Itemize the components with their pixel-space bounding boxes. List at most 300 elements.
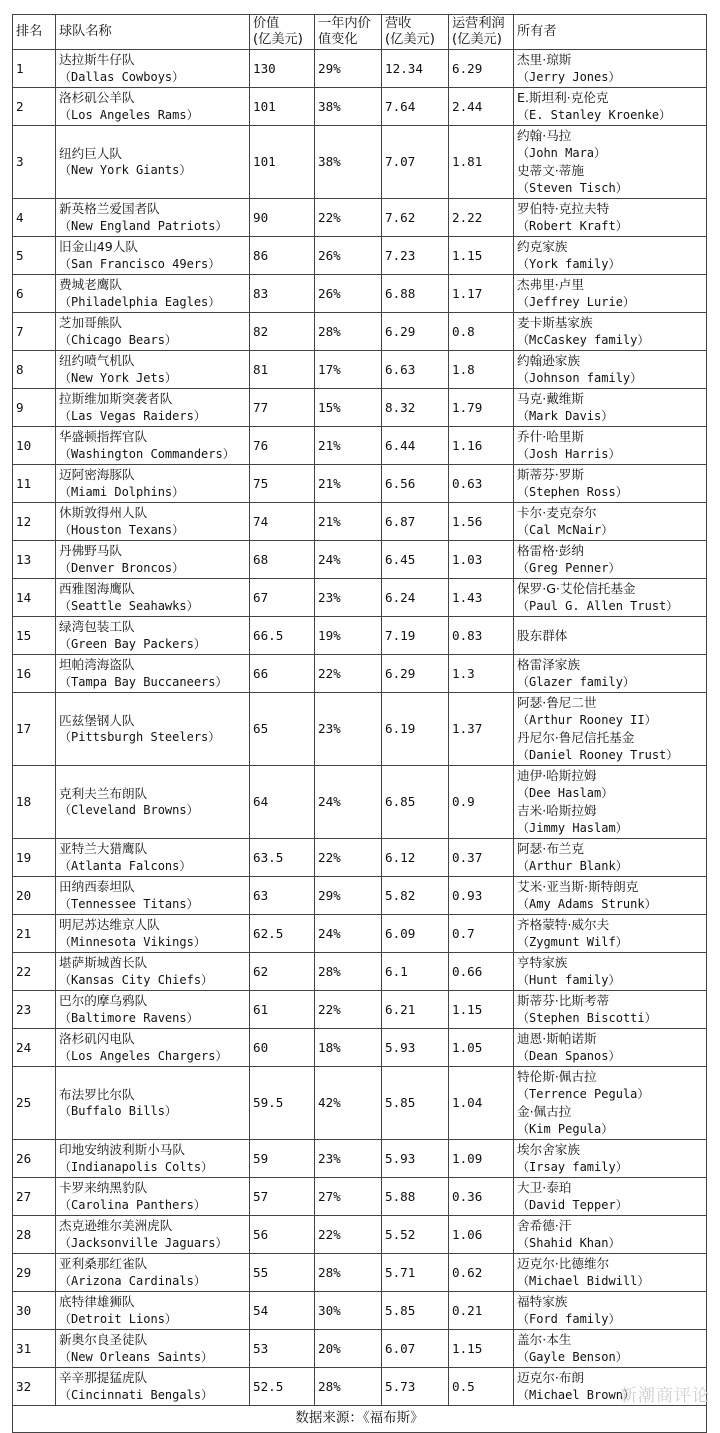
revenue-cell: 6.44 bbox=[382, 427, 449, 465]
owner-name-en: （Jimmy Haslam） bbox=[517, 820, 628, 835]
team-name-cn: 旧金山49人队 bbox=[59, 239, 138, 254]
header-rank: 排名 bbox=[13, 15, 56, 50]
table-row bbox=[13, 351, 707, 389]
value-cell: 59 bbox=[250, 1140, 315, 1178]
value-cell: 63 bbox=[250, 877, 315, 915]
owner-name-cn: 金·佩古拉 bbox=[517, 1104, 572, 1119]
revenue-cell: 6.09 bbox=[382, 915, 449, 953]
rank-cell: 6 bbox=[13, 275, 56, 313]
team-cell bbox=[56, 1368, 250, 1406]
change-cell: 26% bbox=[315, 275, 382, 313]
owner-cell bbox=[514, 88, 707, 126]
table-row bbox=[13, 389, 707, 427]
owner-name-en: （Amy Adams Strunk） bbox=[517, 896, 657, 911]
header-value bbox=[250, 15, 315, 50]
table-row bbox=[13, 617, 707, 655]
revenue-cell: 5.73 bbox=[382, 1368, 449, 1406]
team-cell bbox=[56, 126, 250, 199]
rank-cell: 27 bbox=[13, 1178, 56, 1216]
profit-cell: 1.05 bbox=[449, 1029, 514, 1067]
team-cell bbox=[56, 877, 250, 915]
revenue-cell: 5.85 bbox=[382, 1292, 449, 1330]
value-cell: 66 bbox=[250, 655, 315, 693]
team-name-cn: 布法罗比尔队 bbox=[59, 1086, 135, 1102]
change-cell: 26% bbox=[315, 237, 382, 275]
owner-name-en: （Steven Tisch） bbox=[517, 180, 628, 195]
owner-name-cn: 盖尔·本生 bbox=[517, 1332, 572, 1347]
revenue-cell: 6.45 bbox=[382, 541, 449, 579]
revenue-cell: 6.56 bbox=[382, 465, 449, 503]
owner-name-en: （E. Stanley Kroenke） bbox=[517, 107, 672, 122]
team-name-cn: 洛杉矶闪电队 bbox=[59, 1031, 135, 1046]
owner-cell bbox=[514, 915, 707, 953]
owner-name-cn: 艾米·亚当斯·斯特朗克 bbox=[517, 879, 639, 894]
rank-cell: 26 bbox=[13, 1140, 56, 1178]
owner-cell bbox=[514, 953, 707, 991]
value-cell: 74 bbox=[250, 503, 315, 541]
owner-cell bbox=[514, 50, 707, 88]
revenue-cell: 6.29 bbox=[382, 313, 449, 351]
owner-name-cn: 迈克尔·布朗 bbox=[517, 1370, 584, 1385]
team-name-en: （Houston Texans） bbox=[59, 522, 185, 537]
profit-cell: 0.36 bbox=[449, 1178, 514, 1216]
team-name-cn: 明尼苏达维京人队 bbox=[59, 917, 160, 932]
owner-cell bbox=[514, 126, 707, 199]
team-name-cn: 纽约喷气机队 bbox=[59, 353, 135, 368]
table-row bbox=[13, 953, 707, 991]
owner-name-en: （Zygmunt Wilf） bbox=[517, 934, 628, 949]
table-row bbox=[13, 313, 707, 351]
profit-cell: 0.37 bbox=[449, 839, 514, 877]
rank-cell: 20 bbox=[13, 877, 56, 915]
team-name-en: （Cleveland Browns） bbox=[59, 803, 199, 817]
value-cell: 53 bbox=[250, 1330, 315, 1368]
owner-name-cn: 丹尼尔·鲁尼信托基金 bbox=[517, 730, 635, 745]
rank-cell: 11 bbox=[13, 465, 56, 503]
table-row bbox=[13, 1029, 707, 1067]
table-row bbox=[13, 839, 707, 877]
team-name-en: （Philadelphia Eagles） bbox=[59, 294, 221, 309]
team-name-cn: 休斯敦得州人队 bbox=[59, 505, 148, 520]
owner-name-cn: 大卫·泰珀 bbox=[517, 1180, 572, 1195]
team-name-en: （Pittsburgh Steelers） bbox=[59, 730, 221, 744]
owner-name-en: （Mark Davis） bbox=[517, 408, 614, 423]
table-row bbox=[13, 766, 707, 839]
team-name-en: （Los Angeles Chargers） bbox=[59, 1048, 228, 1063]
rank-cell: 2 bbox=[13, 88, 56, 126]
profit-cell: 1.03 bbox=[449, 541, 514, 579]
owner-name-cn: 埃尔舍家族 bbox=[517, 1142, 580, 1157]
value-cell: 55 bbox=[250, 1254, 315, 1292]
team-name-cn: 匹兹堡钢人队 bbox=[59, 712, 135, 728]
revenue-cell: 7.07 bbox=[382, 126, 449, 199]
table-row bbox=[13, 579, 707, 617]
owner-cell bbox=[514, 237, 707, 275]
owner-cell bbox=[514, 991, 707, 1029]
change-cell: 22% bbox=[315, 199, 382, 237]
value-cell: 60 bbox=[250, 1029, 315, 1067]
table-row bbox=[13, 655, 707, 693]
header-row bbox=[13, 15, 707, 50]
owner-name-cn: 约翰逊家族 bbox=[517, 353, 580, 368]
header-profit bbox=[449, 15, 514, 50]
change-cell: 23% bbox=[315, 693, 382, 766]
rank-cell: 24 bbox=[13, 1029, 56, 1067]
profit-cell: 2.22 bbox=[449, 199, 514, 237]
owner-cell bbox=[514, 1254, 707, 1292]
rank-cell: 23 bbox=[13, 991, 56, 1029]
owner-cell bbox=[514, 389, 707, 427]
owner-cell bbox=[514, 839, 707, 877]
table-row bbox=[13, 541, 707, 579]
owner-name-en: （Jerry Jones） bbox=[517, 69, 621, 84]
team-cell bbox=[56, 1216, 250, 1254]
change-cell: 17% bbox=[315, 351, 382, 389]
owner-name-en: （Greg Penner） bbox=[517, 560, 621, 575]
header-team: 球队名称 bbox=[56, 15, 250, 50]
change-cell: 30% bbox=[315, 1292, 382, 1330]
value-cell: 67 bbox=[250, 579, 315, 617]
team-name-cn: 坦帕湾海盗队 bbox=[59, 657, 135, 672]
header-change-text: 一年内价 值变化 bbox=[318, 15, 371, 47]
owner-name-en: （York family） bbox=[517, 256, 621, 271]
team-name-en: （Los Angeles Rams） bbox=[59, 107, 199, 122]
rank-cell: 29 bbox=[13, 1254, 56, 1292]
revenue-cell: 12.34 bbox=[382, 50, 449, 88]
team-cell bbox=[56, 1178, 250, 1216]
owner-name-cn: 福特家族 bbox=[517, 1294, 568, 1309]
table-row bbox=[13, 1140, 707, 1178]
team-name-cn: 纽约巨人队 bbox=[59, 145, 122, 161]
team-name-en: （Indianapolis Colts） bbox=[59, 1159, 214, 1174]
team-name-en: （Atlanta Falcons） bbox=[59, 858, 192, 873]
table-row bbox=[13, 1292, 707, 1330]
owner-cell bbox=[514, 199, 707, 237]
change-cell: 28% bbox=[315, 313, 382, 351]
table-row bbox=[13, 915, 707, 953]
team-name-cn: 印地安纳波利斯小马队 bbox=[59, 1142, 185, 1157]
owner-name-cn: 迪伊·哈斯拉姆 bbox=[517, 768, 597, 783]
team-cell bbox=[56, 693, 250, 766]
team-name-cn: 巴尔的摩乌鸦队 bbox=[59, 993, 148, 1008]
profit-cell: 1.09 bbox=[449, 1140, 514, 1178]
team-cell bbox=[56, 1067, 250, 1140]
team-cell bbox=[56, 237, 250, 275]
profit-cell: 1.17 bbox=[449, 275, 514, 313]
team-name-en: （New Orleans Saints） bbox=[59, 1349, 214, 1364]
owner-name-en: （David Tepper） bbox=[517, 1197, 628, 1212]
team-name-en: （Dallas Cowboys） bbox=[59, 69, 185, 84]
team-name-en: （Washington Commanders） bbox=[59, 446, 235, 461]
rank-cell: 4 bbox=[13, 199, 56, 237]
table-row bbox=[13, 237, 707, 275]
table-row bbox=[13, 199, 707, 237]
rank-cell: 32 bbox=[13, 1368, 56, 1406]
header-revenue-text: 营收 (亿美元) bbox=[385, 15, 435, 47]
revenue-cell: 6.12 bbox=[382, 839, 449, 877]
owner-name-cn: 阿瑟·鲁尼二世 bbox=[517, 695, 597, 710]
owner-name-en: （Hunt family） bbox=[517, 972, 621, 987]
owner-name-en: （Terrence Pegula） bbox=[517, 1086, 650, 1101]
change-cell: 38% bbox=[315, 88, 382, 126]
team-name-cn: 杰克逊维尔美洲虎队 bbox=[59, 1218, 173, 1233]
owner-cell bbox=[514, 1330, 707, 1368]
team-name-en: （Kansas City Chiefs） bbox=[59, 972, 214, 987]
revenue-cell: 6.85 bbox=[382, 766, 449, 839]
profit-cell: 0.7 bbox=[449, 915, 514, 953]
team-name-cn: 费城老鹰队 bbox=[59, 277, 122, 292]
owner-name-en: （Cal McNair） bbox=[517, 522, 614, 537]
team-cell bbox=[56, 953, 250, 991]
rank-cell: 17 bbox=[13, 693, 56, 766]
table-row bbox=[13, 1178, 707, 1216]
team-cell bbox=[56, 655, 250, 693]
team-cell bbox=[56, 766, 250, 839]
value-cell: 81 bbox=[250, 351, 315, 389]
revenue-cell: 8.32 bbox=[382, 389, 449, 427]
table-row bbox=[13, 991, 707, 1029]
table-row bbox=[13, 427, 707, 465]
revenue-cell: 5.82 bbox=[382, 877, 449, 915]
table-row bbox=[13, 877, 707, 915]
owner-name-cn: 约克家族 bbox=[517, 239, 568, 254]
revenue-cell: 6.87 bbox=[382, 503, 449, 541]
revenue-cell: 5.85 bbox=[382, 1067, 449, 1140]
profit-cell: 0.62 bbox=[449, 1254, 514, 1292]
team-name-cn: 洛杉矶公羊队 bbox=[59, 90, 135, 105]
owner-cell bbox=[514, 503, 707, 541]
value-cell: 82 bbox=[250, 313, 315, 351]
rank-cell: 28 bbox=[13, 1216, 56, 1254]
team-cell bbox=[56, 351, 250, 389]
owner-name-en: （McCaskey family） bbox=[517, 332, 650, 347]
profit-cell: 1.43 bbox=[449, 579, 514, 617]
profit-cell: 6.29 bbox=[449, 50, 514, 88]
owner-cell bbox=[514, 617, 707, 655]
rank-cell: 31 bbox=[13, 1330, 56, 1368]
owner-name-cn: 杰弗里·卢里 bbox=[517, 277, 584, 292]
team-name-cn: 亚利桑那红雀队 bbox=[59, 1256, 148, 1271]
team-cell bbox=[56, 50, 250, 88]
rank-cell: 15 bbox=[13, 617, 56, 655]
owner-name-cn: 约翰·马拉 bbox=[517, 128, 572, 143]
team-cell bbox=[56, 199, 250, 237]
owner-cell bbox=[514, 1216, 707, 1254]
value-cell: 101 bbox=[250, 126, 315, 199]
team-name-en: （Denver Broncos） bbox=[59, 560, 185, 575]
owner-name-en: （Gayle Benson） bbox=[517, 1349, 628, 1364]
rank-cell: 3 bbox=[13, 126, 56, 199]
owner-name-cn: E.斯坦利·克伦克 bbox=[517, 90, 609, 105]
owner-name-en: （Arthur Rooney II） bbox=[517, 712, 657, 727]
value-cell: 57 bbox=[250, 1178, 315, 1216]
change-cell: 21% bbox=[315, 503, 382, 541]
owner-name-cn: 股东群体 bbox=[517, 627, 568, 643]
value-cell: 77 bbox=[250, 389, 315, 427]
revenue-cell: 6.88 bbox=[382, 275, 449, 313]
rank-cell: 7 bbox=[13, 313, 56, 351]
team-name-en: （Jacksonville Jaguars） bbox=[59, 1235, 228, 1250]
rank-cell: 5 bbox=[13, 237, 56, 275]
rank-cell: 12 bbox=[13, 503, 56, 541]
rank-cell: 19 bbox=[13, 839, 56, 877]
team-cell bbox=[56, 503, 250, 541]
value-cell: 86 bbox=[250, 237, 315, 275]
owner-name-en: （Michael Bidwill） bbox=[517, 1273, 650, 1288]
change-cell: 42% bbox=[315, 1067, 382, 1140]
change-cell: 28% bbox=[315, 1368, 382, 1406]
team-name-en: （New York Giants） bbox=[59, 163, 192, 177]
source-note: 数据来源：《福布斯》 bbox=[13, 1406, 707, 1433]
team-name-en: （Buffalo Bills） bbox=[59, 1104, 177, 1118]
header-revenue bbox=[382, 15, 449, 50]
table-row bbox=[13, 503, 707, 541]
change-cell: 24% bbox=[315, 915, 382, 953]
owner-name-cn: 格雷格·彭纳 bbox=[517, 543, 584, 558]
table-row bbox=[13, 1330, 707, 1368]
value-cell: 130 bbox=[250, 50, 315, 88]
team-cell bbox=[56, 1029, 250, 1067]
change-cell: 24% bbox=[315, 541, 382, 579]
table-row bbox=[13, 1254, 707, 1292]
value-cell: 56 bbox=[250, 1216, 315, 1254]
value-cell: 62.5 bbox=[250, 915, 315, 953]
table-row bbox=[13, 275, 707, 313]
value-cell: 101 bbox=[250, 88, 315, 126]
profit-cell: 0.93 bbox=[449, 877, 514, 915]
team-name-en: （Seattle Seahawks） bbox=[59, 598, 199, 613]
owner-name-en: （Stephen Biscotti） bbox=[517, 1010, 657, 1025]
table-row bbox=[13, 465, 707, 503]
revenue-cell: 7.19 bbox=[382, 617, 449, 655]
owner-name-en: （Daniel Rooney Trust） bbox=[517, 747, 679, 762]
owner-name-cn: 吉米·哈斯拉姆 bbox=[517, 803, 597, 818]
profit-cell: 1.56 bbox=[449, 503, 514, 541]
team-cell bbox=[56, 88, 250, 126]
owner-cell bbox=[514, 1067, 707, 1140]
rank-cell: 13 bbox=[13, 541, 56, 579]
rank-cell: 30 bbox=[13, 1292, 56, 1330]
change-cell: 28% bbox=[315, 1254, 382, 1292]
owner-cell bbox=[514, 465, 707, 503]
team-cell bbox=[56, 427, 250, 465]
value-cell: 83 bbox=[250, 275, 315, 313]
owner-name-en: （Kim Pegula） bbox=[517, 1121, 614, 1136]
table-row bbox=[13, 693, 707, 766]
team-cell bbox=[56, 1292, 250, 1330]
team-cell bbox=[56, 313, 250, 351]
change-cell: 21% bbox=[315, 465, 382, 503]
team-name-en: （Tampa Bay Buccaneers） bbox=[59, 674, 228, 689]
change-cell: 24% bbox=[315, 766, 382, 839]
revenue-cell: 6.21 bbox=[382, 991, 449, 1029]
team-cell bbox=[56, 541, 250, 579]
team-cell bbox=[56, 1254, 250, 1292]
value-cell: 62 bbox=[250, 953, 315, 991]
revenue-cell: 7.64 bbox=[382, 88, 449, 126]
revenue-cell: 6.19 bbox=[382, 693, 449, 766]
owner-name-en: （Michael Brown） bbox=[517, 1387, 635, 1402]
team-name-cn: 华盛顿指挥官队 bbox=[59, 429, 148, 444]
profit-cell: 1.15 bbox=[449, 1330, 514, 1368]
team-cell bbox=[56, 991, 250, 1029]
change-cell: 19% bbox=[315, 617, 382, 655]
rank-cell: 1 bbox=[13, 50, 56, 88]
owner-name-cn: 卡尔·麦克奈尔 bbox=[517, 505, 597, 520]
value-cell: 63.5 bbox=[250, 839, 315, 877]
owner-name-cn: 马克·戴维斯 bbox=[517, 391, 584, 406]
team-name-en: （Miami Dolphins） bbox=[59, 484, 185, 499]
team-name-en: （Las Vegas Raiders） bbox=[59, 408, 206, 423]
owner-name-en: （Stephen Ross） bbox=[517, 484, 628, 499]
value-cell: 54 bbox=[250, 1292, 315, 1330]
table-row bbox=[13, 126, 707, 199]
rank-cell: 22 bbox=[13, 953, 56, 991]
change-cell: 29% bbox=[315, 877, 382, 915]
revenue-cell: 7.62 bbox=[382, 199, 449, 237]
owner-name-cn: 迪恩·斯帕诺斯 bbox=[517, 1031, 597, 1046]
owner-cell bbox=[514, 655, 707, 693]
owner-cell bbox=[514, 579, 707, 617]
owner-name-cn: 杰里·琼斯 bbox=[517, 52, 572, 67]
revenue-cell: 5.93 bbox=[382, 1140, 449, 1178]
owner-name-cn: 格雷泽家族 bbox=[517, 657, 580, 672]
rank-cell: 18 bbox=[13, 766, 56, 839]
value-cell: 90 bbox=[250, 199, 315, 237]
profit-cell: 1.15 bbox=[449, 991, 514, 1029]
profit-cell: 1.81 bbox=[449, 126, 514, 199]
team-name-cn: 达拉斯牛仔队 bbox=[59, 52, 135, 67]
owner-cell bbox=[514, 541, 707, 579]
owner-name-cn: 斯蒂芬·比斯考蒂 bbox=[517, 993, 610, 1008]
owner-cell bbox=[514, 693, 707, 766]
profit-cell: 0.21 bbox=[449, 1292, 514, 1330]
change-cell: 22% bbox=[315, 1216, 382, 1254]
owner-name-en: （Dean Spanos） bbox=[517, 1048, 621, 1063]
change-cell: 18% bbox=[315, 1029, 382, 1067]
change-cell: 28% bbox=[315, 953, 382, 991]
owner-cell bbox=[514, 313, 707, 351]
table-row bbox=[13, 50, 707, 88]
profit-cell: 1.15 bbox=[449, 237, 514, 275]
owner-name-en: （John Mara） bbox=[517, 145, 607, 160]
rank-cell: 25 bbox=[13, 1067, 56, 1140]
change-cell: 22% bbox=[315, 839, 382, 877]
value-cell: 59.5 bbox=[250, 1067, 315, 1140]
team-name-en: （Arizona Cardinals） bbox=[59, 1273, 206, 1288]
change-cell: 15% bbox=[315, 389, 382, 427]
team-name-en: （Cincinnati Bengals） bbox=[59, 1387, 214, 1402]
owner-cell bbox=[514, 1029, 707, 1067]
owner-name-cn: 斯蒂芬·罗斯 bbox=[517, 467, 584, 482]
team-cell bbox=[56, 579, 250, 617]
owner-name-cn: 史蒂文·蒂施 bbox=[517, 163, 584, 178]
team-cell bbox=[56, 839, 250, 877]
owner-name-en: （Johnson family） bbox=[517, 370, 643, 385]
revenue-cell: 6.24 bbox=[382, 579, 449, 617]
profit-cell: 0.5 bbox=[449, 1368, 514, 1406]
rank-cell: 16 bbox=[13, 655, 56, 693]
header-profit-text: 运营利润 (亿美元) bbox=[452, 15, 505, 47]
rank-cell: 21 bbox=[13, 915, 56, 953]
owner-name-cn: 罗伯特·克拉夫特 bbox=[517, 201, 610, 216]
team-cell bbox=[56, 389, 250, 427]
value-cell: 52.5 bbox=[250, 1368, 315, 1406]
owner-name-en: （Arthur Blank） bbox=[517, 858, 628, 873]
team-cell bbox=[56, 1140, 250, 1178]
table-row bbox=[13, 1368, 707, 1406]
owner-cell bbox=[514, 351, 707, 389]
